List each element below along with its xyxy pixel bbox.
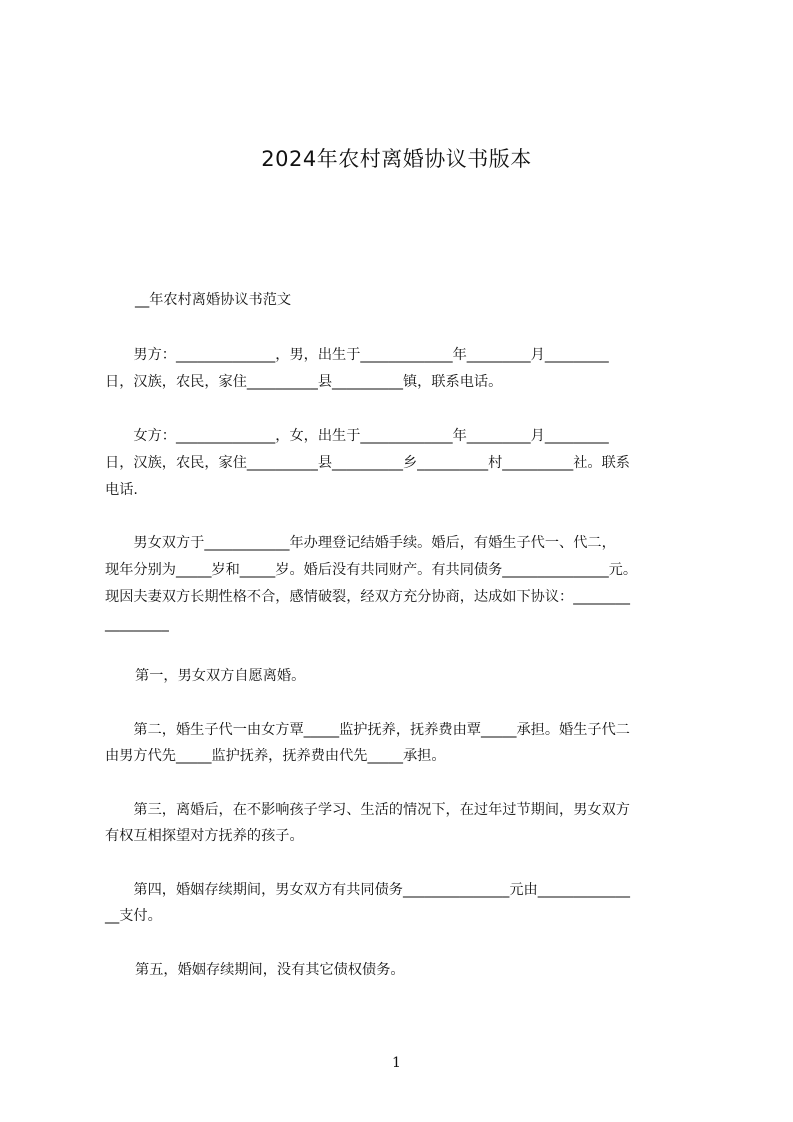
clause-3-line-2: 有权互相探望对方抚养的孩子。 (105, 828, 304, 844)
subtitle-line: __年农村离婚协议书范文 (135, 292, 292, 308)
clause-2-line-2: 由男方代先_____监护抚养，抚养费由代先_____承担。 (105, 748, 446, 764)
paragraph-woman-line-1: 女方：______________，女，出生于_____________年_________月_________ (105, 428, 609, 444)
paragraph-man-line-2: 日，汉族，农民，家住__________县__________镇，联系电话。 (105, 374, 503, 390)
clause-3-line-1: 第三，离婚后，在不影响孩子学习、生活的情况下，在过年过节期间，男女双方 (105, 802, 630, 818)
page-number: 1 (392, 1055, 401, 1071)
clause-1: 第一，男女双方自愿离婚。 (135, 668, 306, 684)
clause-4-line-1: 第四，婚姻存续期间，男女双方有共同债务_______________元由_____________ (105, 882, 630, 898)
paragraph-marriage-line-4: _________ (105, 616, 169, 632)
clause-5: 第五，婚姻存续期间，没有其它债权债务。 (135, 962, 405, 978)
document-title: 2024年农村离婚协议书版本 (261, 147, 532, 171)
paragraph-marriage-line-3: 现因夫妻双方长期性格不合，感情破裂，经双方充分协商，达成如下协议：________ (105, 589, 630, 605)
paragraph-marriage-line-2: 现年分别为_____岁和_____岁。婚后没有共同财产。有共同债务_______________元。 (105, 562, 638, 578)
paragraph-marriage-line-1: 男女双方于____________年办理登记结婚手续。婚后，有婚生子代一、代二， (105, 535, 616, 551)
paragraph-woman-line-2: 日，汉族，农民，家住__________县__________乡__________村__________社。联系 (105, 455, 630, 471)
paragraph-woman-line-3: 电话. (105, 482, 138, 498)
clause-4-line-2: __支付。 (105, 908, 162, 924)
paragraph-man-line-1: 男方：______________，男，出生于_____________年_________月_________ (105, 347, 609, 363)
clause-2-line-1: 第二，婚生子代一由女方覃_____监护抚养，抚养费由覃_____承担。婚生子代二 (105, 722, 630, 738)
